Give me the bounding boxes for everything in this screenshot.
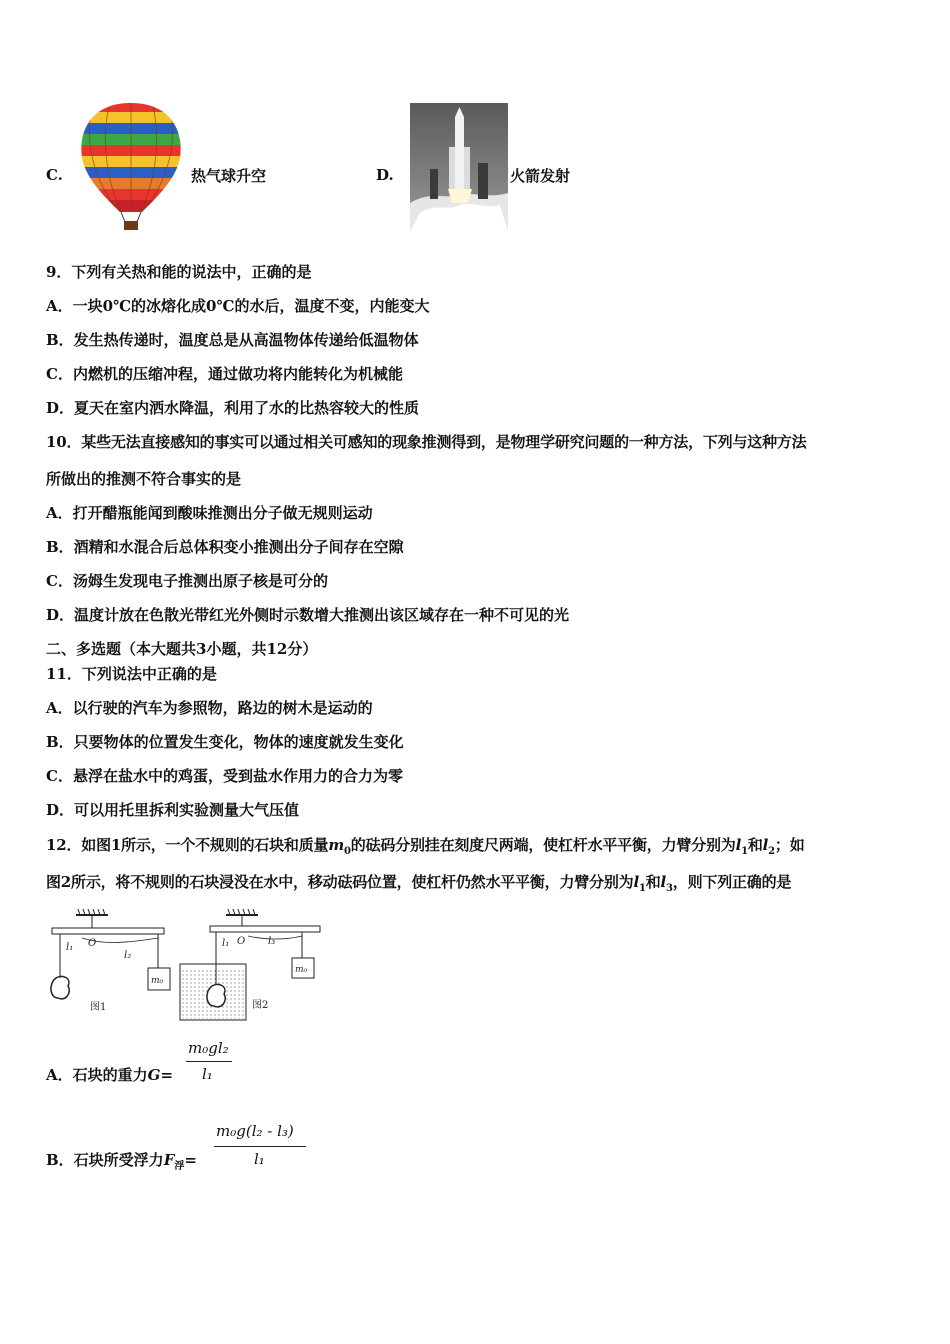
q9-option-c: C．内燃机的压缩冲程，通过做功将内能转化为机械能 bbox=[46, 365, 403, 383]
q11-stem: 11．下列说法中正确的是 bbox=[46, 665, 217, 683]
option-d-label: D. bbox=[376, 166, 394, 184]
fig1-caption: 图1 bbox=[90, 1002, 107, 1013]
fig1-l2-label: l₂ bbox=[124, 950, 132, 961]
q10-option-a: A．打开醋瓶能闻到酸味推测出分子做无规则运动 bbox=[46, 504, 373, 522]
q12-option-b-fraction bbox=[214, 1122, 310, 1176]
fig2-l1-label: l₁ bbox=[222, 938, 230, 949]
q11-option-d: D．可以用托里拆利实验测量大气压值 bbox=[46, 801, 300, 819]
fig2-mass-label: m₀ bbox=[295, 965, 308, 975]
q9-stem: 9．下列有关热和能的说法中，正确的是 bbox=[46, 263, 312, 281]
q12-option-b-denominator: l₁ bbox=[254, 1150, 265, 1168]
q11-option-c: C．悬浮在盐水中的鸡蛋，受到盐水作用力的合力为零 bbox=[46, 767, 403, 785]
lever-diagram bbox=[46, 906, 326, 1024]
q10-option-d: D．温度计放在色散光带红光外侧时示数增大推测出该区域存在一种不可见的光 bbox=[46, 606, 570, 624]
q12-stem-line1: 12．如图1所示，一个不规则的石块和质量$m_0$的砝码分别挂在刻度尺两端，使杠杆水平平衡，力臂分别为$l_1$和$l_2$；如 bbox=[46, 836, 805, 857]
q12-option-a: A．石块的重力G= bbox=[46, 1066, 174, 1084]
fig1-o-label: O bbox=[88, 938, 97, 949]
fig1-mass-label: m₀ bbox=[151, 976, 164, 986]
q12-option-a-denominator: l₁ bbox=[202, 1065, 213, 1083]
q12-stem-line2: 图2所示，将不规则的石块浸没在水中，移动砝码位置，使杠杆仍然水平平衡，力臂分别为$l_1$和$l_3$，则下列正确的是 bbox=[46, 873, 792, 894]
q9-option-a: A．一块0℃的冰熔化成0℃的水后，温度不变，内能变大 bbox=[46, 297, 430, 315]
q10-option-b: B．酒精和水混合后总体积变小推测出分子间存在空隙 bbox=[46, 538, 404, 556]
q9-option-d: D．夏天在室内洒水降温，利用了水的比热容较大的性质 bbox=[46, 399, 420, 417]
option-d-caption: 火箭发射 bbox=[510, 167, 571, 185]
q9-option-b: B．发生热传递时，温度总是从高温物体传递给低温物体 bbox=[46, 331, 419, 349]
q10-stem-line1: 10．某些无法直接感知的事实可以通过相关可感知的现象推测得到，是物理学研究问题的一种方法，下列与这种方法 bbox=[46, 433, 807, 451]
fig1-l1-label: l₁ bbox=[66, 942, 74, 953]
fig2-caption: 图2 bbox=[252, 1000, 269, 1011]
q12-option-a-numerator: m₀gl₂ bbox=[188, 1039, 229, 1057]
q11-option-b: B．只要物体的位置发生变化，物体的速度就发生变化 bbox=[46, 733, 404, 751]
lever-figure-2 bbox=[180, 909, 320, 1020]
q10-option-c: C．汤姆生发现电子推测出原子核是可分的 bbox=[46, 572, 328, 590]
q10-stem-line2: 所做出的推测不符合事实的是 bbox=[46, 470, 242, 488]
q12-option-b-numerator: m₀g(l₂ - l₃) bbox=[216, 1122, 294, 1140]
q12-option-a-fraction-bar bbox=[186, 1061, 232, 1062]
rocket-launch-image bbox=[410, 103, 508, 231]
section-multiple-choice-title: 二、多选题（本大题共3小题，共12分） bbox=[46, 640, 318, 658]
q12-option-a-fraction bbox=[186, 1039, 234, 1089]
option-c-caption: 热气球升空 bbox=[191, 167, 267, 185]
q11-option-a: A．以行驶的汽车为参照物，路边的树木是运动的 bbox=[46, 699, 373, 717]
fig2-o-label: O bbox=[237, 936, 246, 947]
fig2-l3-label: l₃ bbox=[268, 936, 276, 947]
hot-air-balloon-image bbox=[74, 100, 188, 235]
option-c-label: C. bbox=[46, 166, 63, 184]
q12-option-b-fraction-bar bbox=[214, 1146, 306, 1147]
q12-option-b: B．石块所受浮力$F_浮=$ bbox=[46, 1151, 197, 1172]
lever-figure-1 bbox=[51, 909, 170, 1013]
